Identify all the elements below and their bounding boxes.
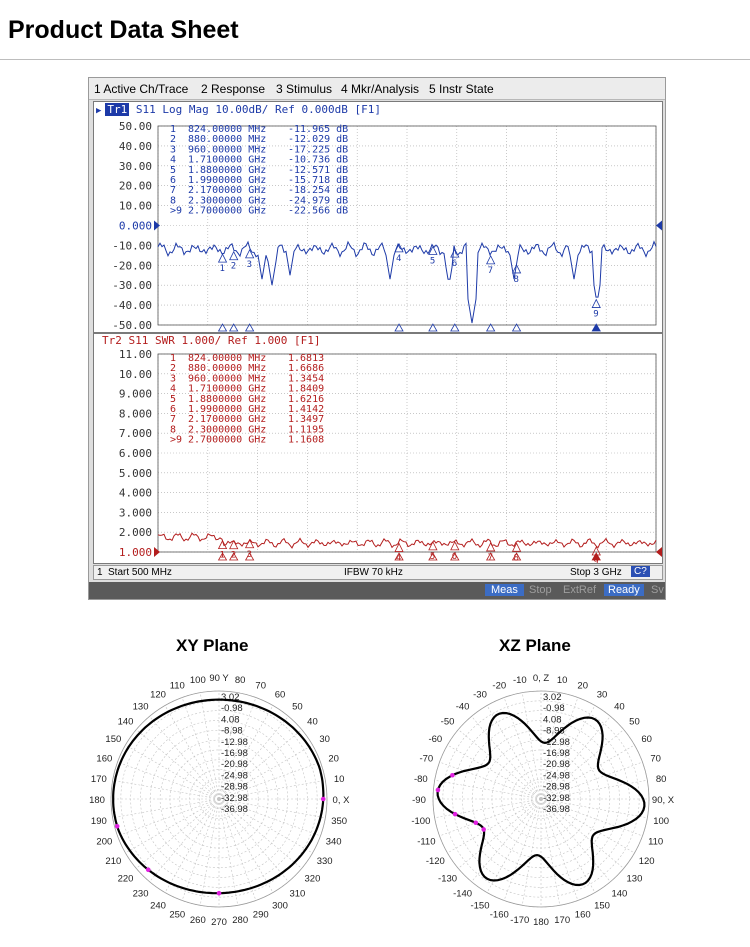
xz-angle-label: 160 (574, 909, 591, 921)
xz-angle-label: -130 (438, 873, 458, 885)
trace2-marker-frequency: 960.00000 MHz (188, 373, 267, 385)
trace2-trace-marker-label: 1 (219, 550, 225, 561)
xy-angle-label: 30 (319, 734, 330, 745)
trace2-y-tick-label: 6.000 (118, 447, 152, 460)
xy-grid-spoke (200, 799, 219, 905)
xy-angle-label: 230 (132, 888, 149, 900)
trace2-marker-id: 3 (170, 373, 177, 385)
xz-angle-label: 180 (533, 917, 549, 928)
menu-stimulus[interactable]: 3 Stimulus (276, 82, 333, 96)
xz-radial-label: -28.98 (543, 781, 570, 793)
trace1-y-tick-label: 30.00 (118, 159, 152, 173)
xy-angle-label: 50 (292, 701, 303, 713)
xz-angle-label: -160 (489, 909, 509, 921)
xy-angle-label: 320 (304, 873, 321, 885)
trace1-panel (93, 101, 663, 333)
xz-radial-label: -0.98 (543, 703, 565, 715)
xy-angle-label: 40 (307, 716, 318, 728)
trace2-settings: Tr2 S11 SWR 1.000/ Ref 1.000 [F1] (102, 334, 321, 347)
xy-angle-label: 200 (96, 836, 113, 848)
xz-radial-label: -32.98 (543, 792, 570, 804)
trace1-y-tick-label: -40.00 (112, 299, 152, 313)
trace2-trace-marker[interactable] (513, 543, 521, 551)
xy-radial-label: -16.98 (221, 748, 248, 759)
xz-angle-label: 110 (648, 836, 664, 848)
xy-data-marker (115, 824, 120, 829)
xz-angle-label: 130 (626, 873, 643, 885)
xy-angle-label: 120 (150, 689, 166, 701)
xy-radial-label: 4.08 (221, 714, 240, 726)
trace1-marker-id: 8 (170, 195, 177, 207)
xz-grid-spoke (435, 799, 541, 818)
sv-softkey[interactable]: Sv (651, 584, 664, 596)
trace2-y-tick-label: 11.00 (118, 348, 152, 361)
trace1-trace-marker[interactable] (246, 250, 254, 258)
trace2-y-tick-label: 9.000 (118, 387, 152, 401)
trace2-marker-frequency: 1.8800000 GHz (188, 393, 267, 405)
status-ifbw: IFBW 70 kHz (344, 567, 403, 578)
trace1-trace-marker-label: 9 (593, 309, 599, 320)
trace1-marker-frequency: 960.00000 MHz (188, 144, 267, 156)
trace2-marker-frequency: 2.3000000 GHz (188, 424, 267, 436)
xy-angle-label: 340 (325, 836, 342, 848)
trace1-marker-value: -22.566 dB (288, 205, 349, 217)
trace2-trace-marker-label: 2 (230, 550, 237, 561)
xy-angle-label: 0, X (332, 795, 350, 806)
xz-data-marker (473, 820, 478, 825)
trace1-trace-marker-label: 3 (246, 259, 253, 270)
trace1-tag[interactable]: Tr1 (107, 103, 128, 116)
trace2-marker-frequency: 880.00000 MHz (188, 363, 267, 375)
xy-radial-label: -12.98 (221, 736, 248, 748)
xz-radial-label: -8.98 (543, 725, 565, 737)
xz-radial-label: -24.98 (543, 770, 570, 782)
trace1-trace-marker[interactable] (230, 252, 238, 260)
xy-radial-label: -24.98 (221, 770, 248, 782)
xz-plane-polar-plot (392, 672, 692, 942)
trace1-y-tick-label: 20.00 (118, 179, 152, 193)
xz-angle-label: 120 (638, 856, 655, 867)
xz-angle-label: 100 (653, 816, 670, 828)
trace1-marker-id: 5 (170, 164, 177, 176)
xz-angle-label: -80 (413, 773, 428, 785)
trace1-marker-id: 2 (170, 134, 177, 146)
xy-grid-spoke (118, 762, 219, 799)
trace1-marker-value: -15.718 dB (288, 175, 349, 186)
xy-angle-label: 240 (150, 900, 166, 912)
trace1-marker-frequency: 1.8800000 GHz (188, 164, 267, 176)
menu-mkr-analysis[interactable]: 4 Mkr/Analysis (341, 82, 420, 96)
trace1-trace-marker[interactable] (592, 300, 600, 308)
xy-radial-label: -28.98 (221, 781, 248, 793)
xz-radial-label: -20.98 (543, 759, 570, 771)
xy-angle-label: 190 (90, 816, 107, 828)
xz-angle-label: -50 (440, 716, 455, 728)
trace1-marker-value: -11.965 dB (288, 124, 349, 135)
xy-plane-polar-plot (70, 672, 370, 942)
trace2-marker-id: 1 (170, 353, 177, 364)
trace1-y-tick-label: -30.00 (112, 279, 152, 293)
trace2-reference-right-icon (656, 547, 662, 557)
trace1-trace-marker-label: 1 (219, 264, 225, 275)
trace1-y-tick-label: 50.00 (118, 120, 152, 133)
xz-radial-label: 4.08 (543, 714, 562, 726)
xz-angle-label: -20 (492, 680, 507, 692)
xy-angle-label: 260 (189, 915, 206, 927)
trace2-y-tick-label: 8.000 (118, 407, 152, 421)
xz-angle-label: 40 (614, 701, 625, 713)
trace1-marker-id: 6 (170, 175, 177, 186)
trace2-marker-id: 5 (170, 393, 177, 405)
xy-angle-label: 180 (89, 795, 105, 806)
trace2-marker-value: 1.1608 (288, 434, 325, 446)
trace1-trace-marker-label: 5 (429, 256, 436, 267)
trace1-y-tick-label: -20.00 (112, 259, 152, 273)
xy-angle-label: 140 (117, 716, 134, 728)
xz-angle-label: -10 (512, 674, 527, 686)
xy-grid-spoke (113, 780, 219, 799)
menu-response[interactable]: 2 Response (201, 82, 266, 96)
xz-angle-label: -60 (428, 734, 443, 745)
xz-angle-label: -100 (411, 816, 431, 828)
xz-angle-label: 0, Z (532, 673, 550, 684)
xy-angle-label: 90 Y (209, 673, 229, 684)
trace2-trace-marker-label: 3 (246, 549, 253, 560)
xy-grid-spoke (165, 799, 219, 893)
xy-angle-label: 330 (316, 856, 333, 867)
trace1-trace-marker-label: 7 (487, 265, 494, 276)
trace1-trace-marker-label: 4 (396, 253, 402, 264)
page-title: Product Data Sheet (8, 16, 239, 44)
trace1-trace-marker[interactable] (487, 256, 495, 264)
trace1-marker-frequency: 1.7100000 GHz (188, 154, 267, 166)
trace2-marker-value: 1.6813 (288, 353, 325, 364)
trace2-marker-value: 1.3454 (288, 373, 325, 385)
xy-data-marker (217, 891, 222, 896)
trace2-y-tick-label: 7.000 (118, 427, 152, 441)
status-start-frequency: Start 500 MHz (108, 567, 172, 578)
xy-grid-spoke (125, 745, 219, 799)
xy-data-marker (146, 867, 151, 872)
xz-grid-spoke (487, 705, 541, 799)
xy-angle-label: 290 (252, 909, 269, 921)
trace1-marker-value: -24.979 dB (288, 195, 349, 207)
xy-angle-label: 60 (274, 689, 286, 701)
xz-angle-label: 20 (577, 680, 589, 692)
active-trace-arrow-icon: ▶ (96, 106, 102, 116)
xz-angle-label: 60 (641, 734, 652, 745)
trace2-trace-marker-label: 4 (396, 553, 402, 563)
trace2-y-tick-label: 2.000 (118, 526, 152, 540)
xz-angle-label: -70 (419, 753, 434, 765)
trace2-y-tick-label: 10.00 (118, 367, 152, 381)
xz-radial-label: -16.98 (543, 748, 570, 759)
xz-data-marker (481, 827, 486, 832)
xz-angle-label: 30 (596, 689, 608, 701)
xz-radial-label: -36.98 (543, 804, 570, 815)
xz-angle-label: 170 (554, 915, 571, 927)
trace1-marker-frequency: 2.1700000 GHz (188, 185, 267, 197)
xy-grid-spoke (118, 799, 219, 836)
xy-grid-spoke (165, 705, 219, 799)
trace2-marker-frequency: 2.1700000 GHz (188, 414, 267, 426)
xz-angle-label: -110 (417, 836, 436, 848)
trace2-marker-id: 8 (170, 424, 177, 436)
xy-angle-label: 350 (331, 816, 348, 828)
xy-angle-label: 100 (189, 674, 206, 686)
xy-radiation-pattern (113, 700, 323, 894)
trace1-marker-frequency: 2.3000000 GHz (188, 195, 267, 207)
xz-grid-spoke (440, 799, 541, 836)
trace1-plot[interactable] (94, 102, 662, 332)
xy-radial-label: -32.98 (221, 792, 248, 804)
trace1-y-tick-label: 10.00 (118, 199, 152, 213)
xz-angle-label: 10 (556, 674, 568, 686)
trace1-reference-left-icon (154, 221, 160, 231)
trace1-marker-frequency: 824.00000 MHz (188, 124, 267, 135)
trace1-trace-marker-label: 8 (513, 274, 519, 285)
xz-grid-spoke (522, 799, 541, 905)
trace1-marker-id: 1 (170, 124, 177, 135)
menu-instr-state[interactable]: 5 Instr State (429, 82, 494, 96)
xy-radial-label: -8.98 (221, 725, 243, 737)
trace1-marker-value: -17.225 dB (288, 144, 349, 156)
trace1-marker-id: >9 (170, 205, 183, 217)
trace2-marker-frequency: 1.9900000 GHz (188, 404, 267, 415)
ready-indicator: Ready (604, 584, 644, 596)
xy-radial-label: -0.98 (221, 703, 243, 715)
trace2-marker-value: 1.6686 (288, 363, 325, 375)
trace2-trace-marker-label: 5 (429, 551, 436, 562)
trace1-trace-marker-label: 6 (451, 259, 458, 270)
trace1-marker-value: -12.029 dB (288, 134, 349, 146)
xz-grid-spoke (487, 799, 541, 893)
title-divider (0, 59, 750, 60)
xz-angle-label: 90, X (651, 795, 675, 806)
xy-angle-label: 250 (169, 909, 186, 921)
trace1-marker-id: 7 (170, 185, 177, 197)
softkey-bar (89, 582, 665, 599)
xy-radial-label: -36.98 (221, 804, 248, 815)
xz-angle-label: -30 (473, 689, 487, 701)
xy-plane-title: XY Plane (176, 636, 249, 655)
trace2-trace-marker-label: 6 (451, 551, 458, 562)
trace1-marker-frequency: 1.9900000 GHz (188, 175, 267, 186)
xz-angle-label: -140 (453, 888, 473, 900)
trace2-reference-left-icon (154, 547, 160, 557)
status-channel: 1 (97, 567, 103, 578)
trace1-trace-marker-label: 2 (230, 261, 237, 272)
trace1-marker-id: 3 (170, 144, 177, 156)
xz-angle-label: -120 (425, 856, 445, 867)
trace1-y-tick-label: 40.00 (118, 139, 152, 153)
xy-grid-spoke (200, 693, 219, 799)
xz-angle-label: 80 (655, 773, 667, 785)
xz-angle-label: 140 (611, 888, 628, 900)
trace2-marker-id: >9 (170, 434, 183, 446)
xy-angle-label: 170 (90, 773, 107, 785)
xz-angle-label: -40 (455, 701, 470, 713)
xy-angle-label: 20 (328, 753, 339, 765)
trace2-panel (93, 333, 663, 564)
meas-softkey[interactable]: Meas (485, 584, 524, 596)
xz-angle-label: -90 (412, 795, 426, 806)
trace2-marker-id: 7 (170, 414, 177, 426)
trace2-y-tick-label: 1.000 (118, 546, 152, 559)
trace2-marker-value: 1.6216 (288, 393, 325, 405)
xz-radial-label: -12.98 (543, 736, 570, 748)
xy-angle-label: 310 (289, 888, 306, 900)
trace2-marker-value: 1.8409 (288, 383, 325, 395)
xy-angle-label: 10 (333, 773, 345, 785)
xz-grid-spoke (522, 693, 541, 799)
xz-plane-title: XZ Plane (499, 636, 571, 655)
trace2-marker-frequency: 824.00000 MHz (188, 353, 267, 364)
trace2-marker-id: 2 (170, 363, 177, 375)
trace2-marker-frequency: 1.7100000 GHz (188, 383, 267, 395)
xy-angle-label: 80 (234, 674, 246, 686)
xz-data-marker (450, 773, 455, 778)
xy-angle-label: 70 (255, 680, 267, 692)
trace1-reference-right-icon (656, 221, 662, 231)
xy-angle-label: 220 (117, 873, 134, 885)
xz-grid-spoke (435, 780, 541, 799)
xy-angle-label: 210 (105, 856, 122, 867)
trace2-trace-marker-label: 8 (513, 553, 519, 563)
xy-radial-label: -20.98 (221, 759, 248, 771)
xy-radial-label: 3.02 (221, 692, 240, 703)
trace2-marker-frequency: 2.7000000 GHz (188, 434, 267, 446)
menu-bar (89, 78, 665, 100)
trace2-marker-value: 1.4142 (288, 404, 325, 415)
xz-angle-label: 70 (650, 753, 661, 765)
xz-grid-spoke (440, 762, 541, 799)
extref-softkey[interactable]: ExtRef (563, 584, 597, 596)
trace1-marker-value: -12.571 dB (288, 164, 349, 176)
trace1-trace-marker[interactable] (219, 254, 227, 262)
trace2-marker-value: 1.1195 (288, 424, 325, 436)
xz-radial-label: 3.02 (543, 692, 562, 703)
status-stop-frequency: Stop 3 GHz (570, 567, 622, 578)
xy-angle-label: 150 (105, 734, 122, 745)
xz-data-marker (453, 812, 458, 817)
trace1-marker-id: 4 (170, 154, 177, 166)
trace2-trace-marker[interactable] (487, 543, 495, 551)
xz-angle-label: -150 (470, 900, 490, 912)
trace2-marker-id: 6 (170, 404, 177, 415)
trace1-marker-value: -10.736 dB (288, 154, 349, 166)
trace2-y-tick-label: 3.000 (118, 506, 152, 520)
xy-grid-spoke (113, 799, 219, 818)
status-bar (93, 565, 663, 580)
trace2-marker-id: 4 (170, 383, 177, 395)
xy-angle-label: 130 (132, 701, 149, 713)
xy-angle-label: 110 (169, 680, 185, 692)
trace2-marker-value: 1.3497 (288, 414, 325, 426)
xz-angle-label: 50 (629, 716, 640, 728)
stop-softkey[interactable]: Stop (529, 584, 552, 596)
trace1-marker-frequency: 2.7000000 GHz (188, 205, 267, 217)
trace1-marker-value: -18.254 dB (288, 185, 349, 197)
trace2-plot[interactable] (94, 334, 662, 563)
xz-grid-spoke (447, 799, 541, 853)
trace1-marker-frequency: 880.00000 MHz (188, 134, 267, 146)
xz-data-marker (436, 788, 441, 793)
xy-angle-label: 160 (96, 753, 113, 765)
xy-data-marker (321, 797, 326, 802)
xz-angle-label: 150 (594, 900, 610, 912)
xz-angle-label: -170 (510, 915, 530, 927)
trace2-y-tick-label: 4.000 (118, 486, 152, 500)
status-calibration-flag[interactable]: C? (631, 566, 650, 577)
xy-grid-spoke (125, 799, 219, 853)
xy-angle-label: 270 (211, 917, 227, 928)
vna-window (88, 77, 666, 600)
trace2-y-tick-label: 5.000 (118, 466, 152, 480)
trace1-settings: S11 Log Mag 10.00dB/ Ref 0.000dB [F1] (135, 103, 381, 116)
trace1-y-tick-label: 0.000 (118, 219, 152, 233)
trace1-y-tick-label: -50.00 (112, 319, 152, 332)
trace1-y-tick-label: -10.00 (112, 239, 152, 253)
xy-angle-label: 300 (272, 900, 288, 912)
xy-angle-label: 280 (232, 915, 249, 927)
menu-active-ch-trace[interactable]: 1 Active Ch/Trace (94, 82, 189, 96)
trace2-trace-marker-label: 7 (487, 552, 494, 563)
